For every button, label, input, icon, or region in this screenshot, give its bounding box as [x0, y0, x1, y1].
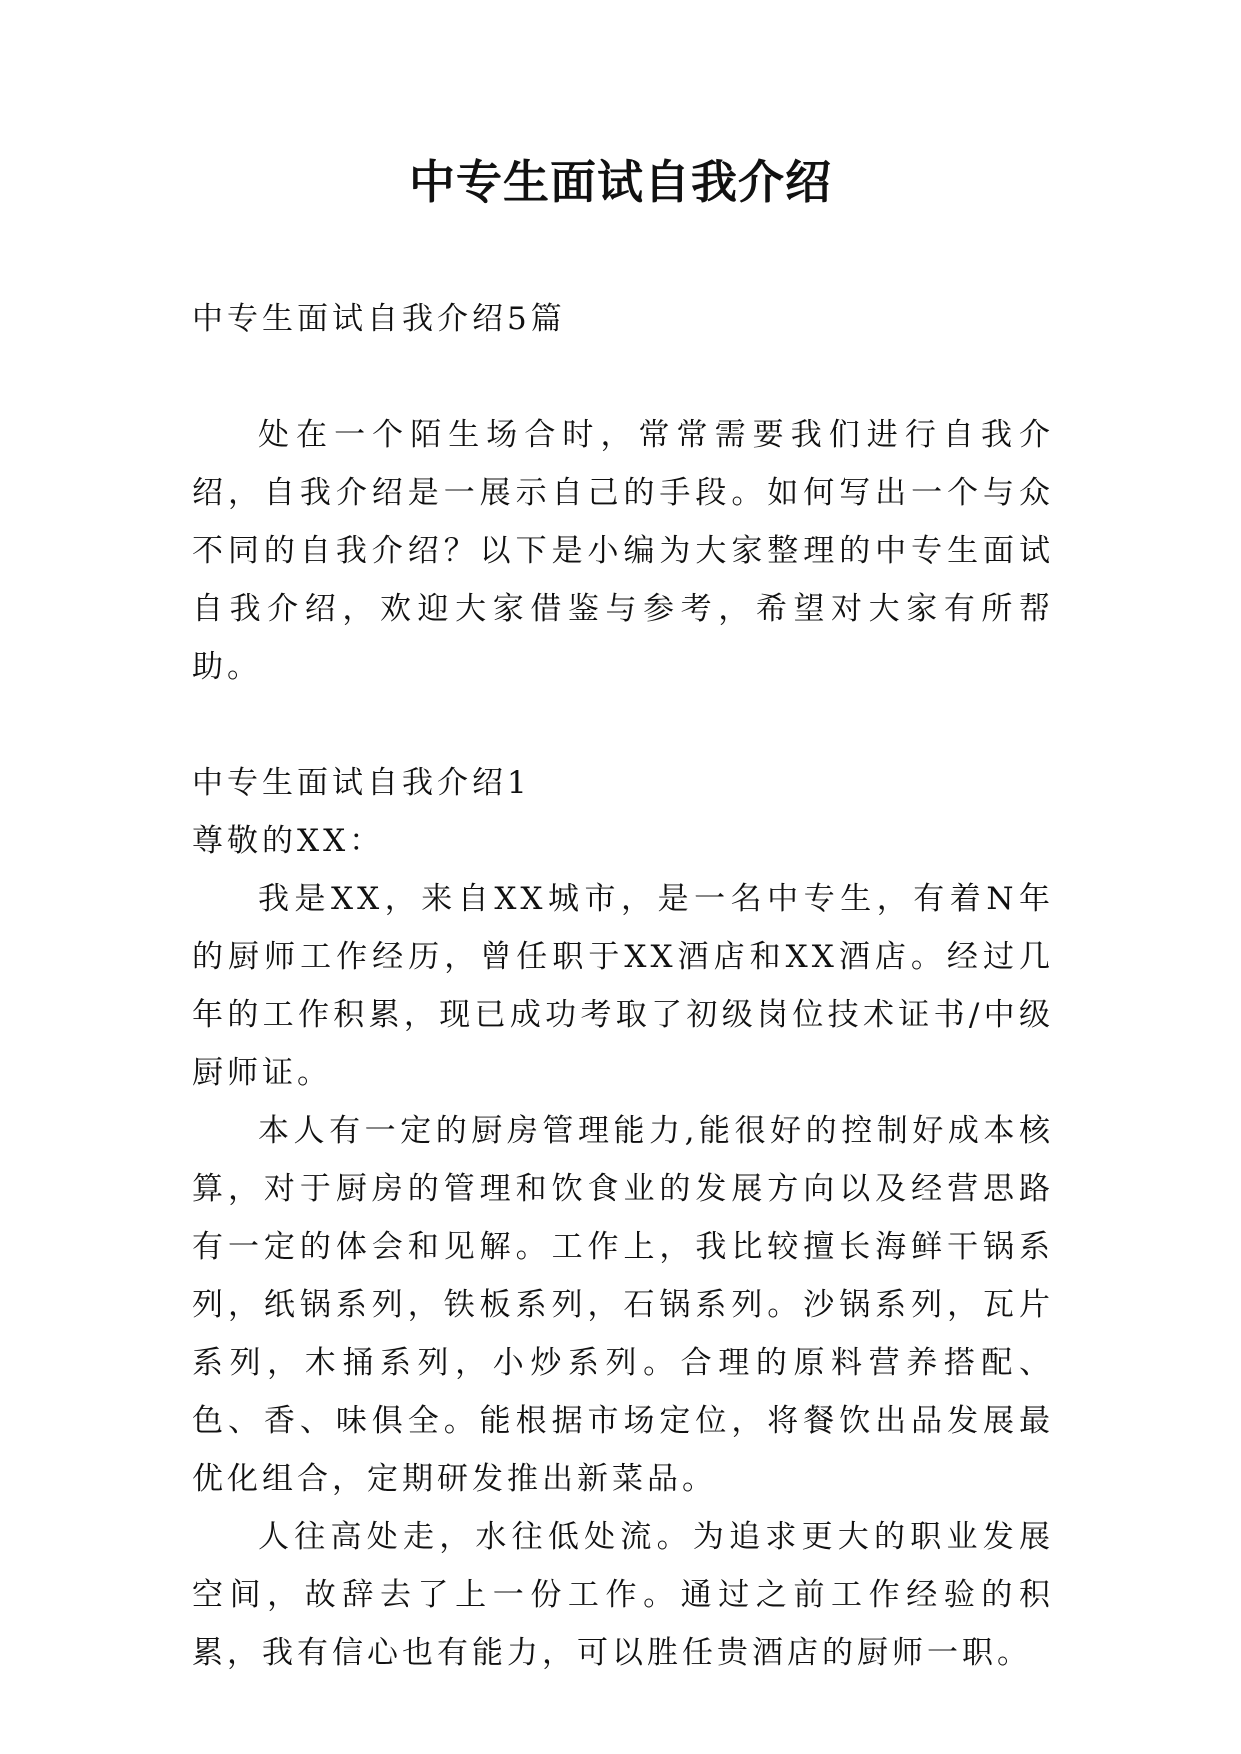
document-body	[192, 290, 1054, 1682]
document-subtitle: 中专生面试自我介绍5篇	[192, 301, 566, 337]
body-paragraph: 我是XX，来自XX城市，是一名中专生，有着N年的厨师工作经历，曾任职于XX酒店和XX酒店。经过几年的工作积累，现已成功考取了初级岗位技术证书/中级厨师证。	[192, 881, 1054, 1091]
salutation: 尊敬的XX：	[192, 823, 385, 859]
document-title: 中专生面试自我介绍	[409, 155, 832, 209]
body-paragraph: 人往高处走，水往低处流。为追求更大的职业发展空间，故辞去了上一份工作。通过之前工作经验的积累，我有信心也有能力，可以胜任贵酒店的厨师一职。	[192, 1519, 1054, 1671]
section-heading: 中专生面试自我介绍1	[192, 765, 531, 801]
intro-paragraph: 处在一个陌生场合时，常常需要我们进行自我介绍，自我介绍是一展示自己的手段。如何写出一个与众不同的自我介绍？以下是小编为大家整理的中专生面试自我介绍，欢迎大家借鉴与参考，希望对大家有所帮助。	[192, 417, 1054, 685]
body-paragraph: 本人有一定的厨房管理能力,能很好的控制好成本核算，对于厨房的管理和饮食业的发展方向以及经营思路有一定的体会和见解。工作上，我比较擅长海鲜干锅系列，纸锅系列，铁板系列，石锅系列。沙锅系列，瓦片系列，木捅系列，小炒系列。合理的原料营养搭配、色、香、味俱全。能根据市场定位，将餐饮出品发展最优化组合，定期研发推出新菜品。	[192, 1113, 1054, 1497]
